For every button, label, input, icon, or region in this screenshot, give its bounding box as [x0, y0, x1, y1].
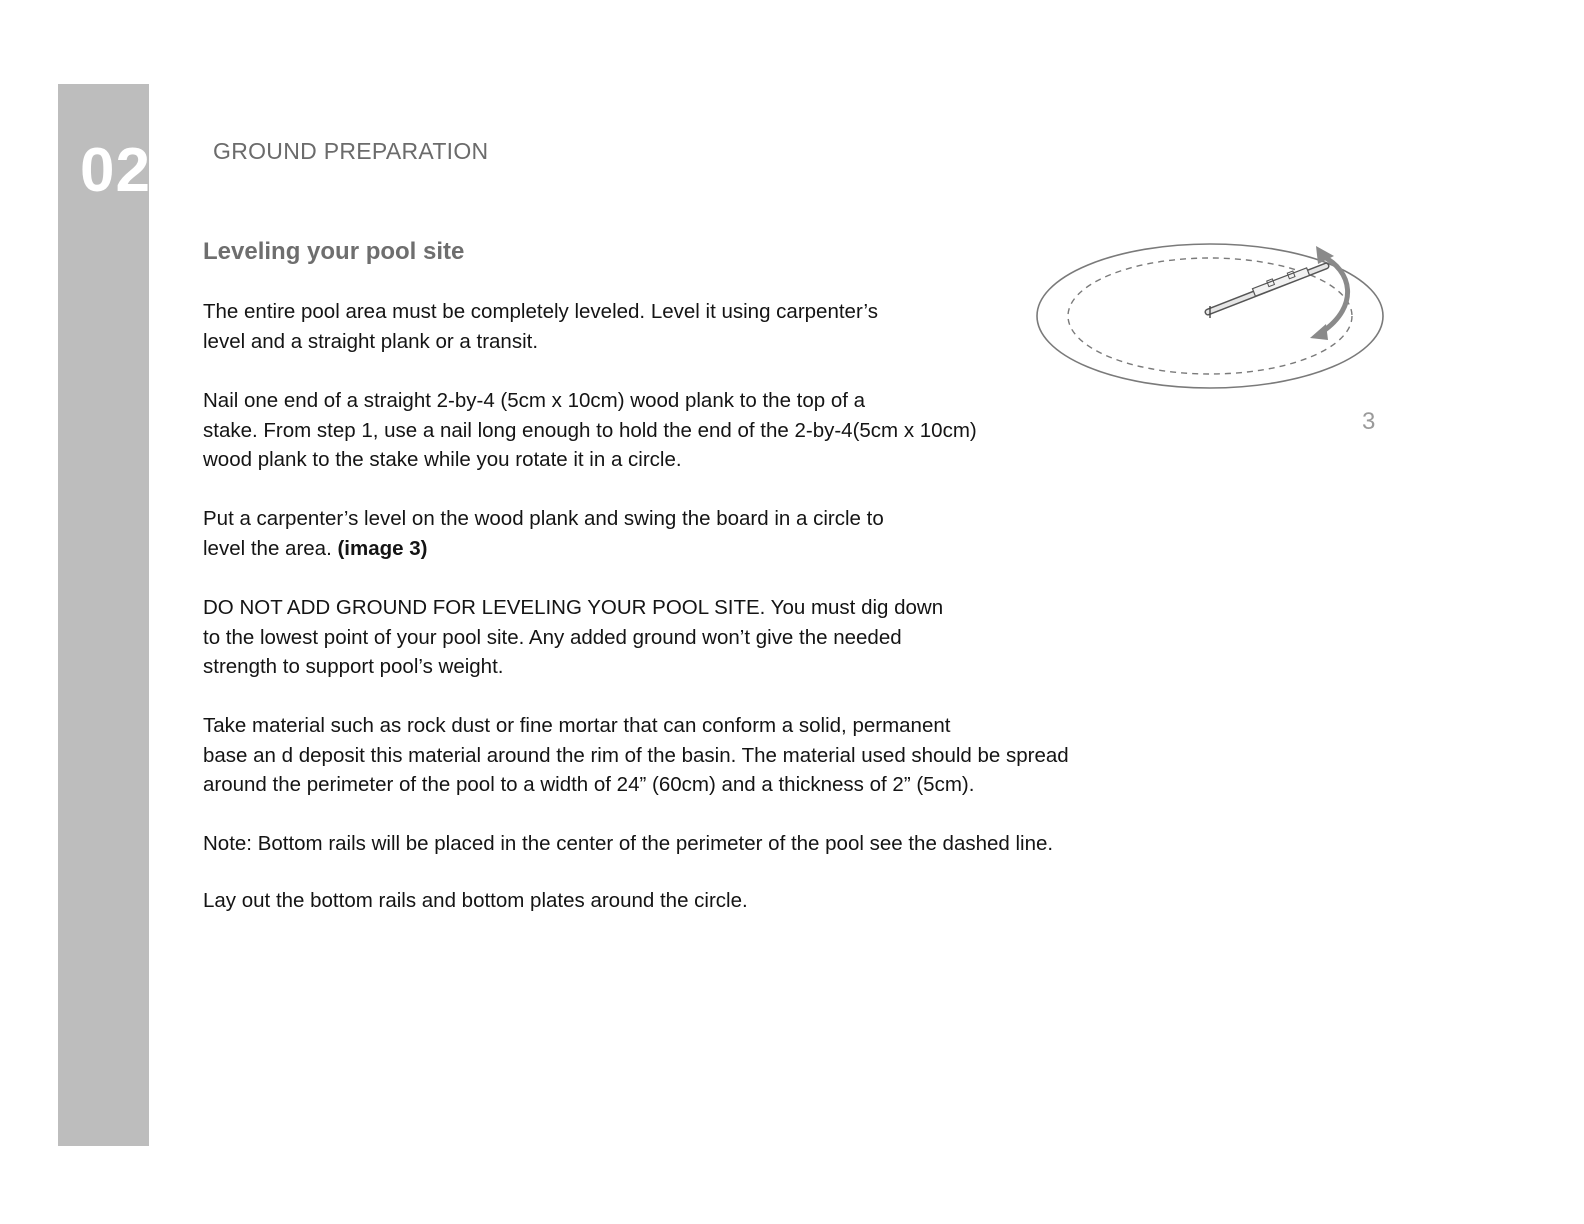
text-line: DO NOT ADD GROUND FOR LEVELING YOUR POOL SITE. You must dig down	[203, 596, 944, 619]
pool-leveling-illustration	[1030, 236, 1390, 396]
carpenter-level-icon	[1252, 268, 1309, 296]
text-line: Note: Bottom rails will be placed in the center of the perimeter of the pool see the dashed line.	[203, 832, 1054, 855]
section-title: GROUND PREPARATION	[213, 138, 489, 164]
text-line	[203, 534, 884, 564]
paragraph-base-material	[203, 711, 1069, 800]
text-line: base an d deposit this material around the rim of the basin. The material used should be spread	[203, 743, 1069, 767]
text-line: to the lowest point of your pool site. Any added ground won’t give the needed	[203, 625, 902, 649]
page-heading: Leveling your pool site	[203, 238, 465, 265]
text-fragment: level the area.	[203, 536, 338, 560]
text-line: Nail one end of a straight 2-by-4 (5cm x 10cm) wood plank to the top of a	[203, 389, 866, 412]
text-line: Lay out the bottom rails and bottom plates around the circle.	[203, 889, 748, 912]
chapter-number: 02	[80, 136, 151, 205]
text-line: level and a straight plank or a transit.	[203, 329, 539, 353]
text-line: Take material such as rock dust or fine mortar that can conform a solid, permanent	[203, 714, 951, 737]
image-reference: (image 3)	[337, 536, 428, 560]
rotation-arrow-icon	[1310, 246, 1348, 340]
text-line: wood plank to the stake while you rotate it in a circle.	[203, 448, 682, 471]
text-line: stake. From step 1, use a nail long enough to hold the end of the 2-by-4(5cm x 10cm)	[203, 418, 977, 442]
paragraph-nail-plank	[203, 386, 977, 475]
text-line: around the perimeter of the pool to a width of 24” (60cm) and a thickness of 2” (5cm).	[203, 773, 975, 796]
paragraph-layout	[203, 886, 748, 916]
paragraph-warning	[203, 593, 943, 682]
text-line: Put a carpenter’s level on the wood plank and swing the board in a circle to	[203, 507, 884, 530]
text-line: The entire pool area must be completely leveled. Level it using carpenter’s	[203, 300, 878, 323]
paragraph-leveling-intro	[203, 297, 878, 356]
chapter-sidebar	[58, 84, 149, 1146]
figure-number: 3	[1362, 408, 1376, 435]
text-line: strength to support pool’s weight.	[203, 655, 504, 678]
paragraph-carpenter-level	[203, 504, 884, 563]
paragraph-note	[203, 829, 1053, 859]
